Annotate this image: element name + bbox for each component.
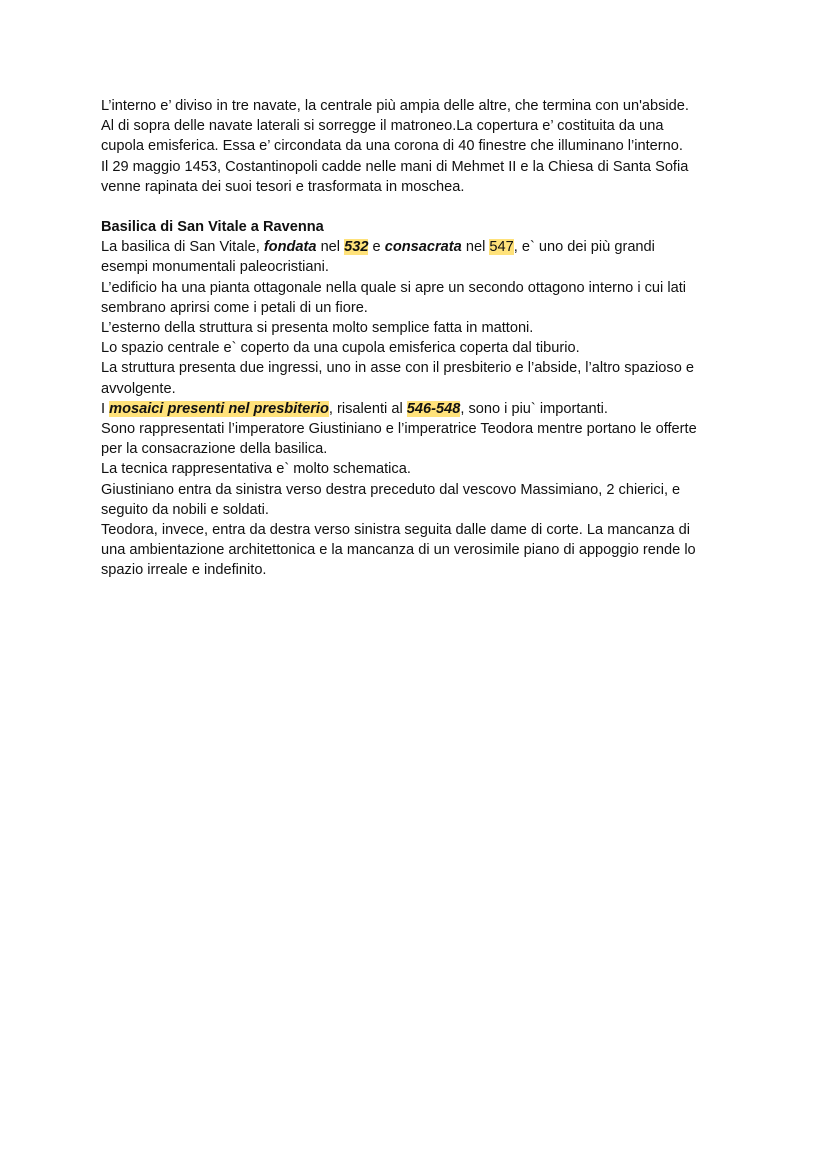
theodora-line: una ambientazione architettonica e la mancanza di un verosimile piano di appoggio rende lo bbox=[101, 542, 696, 559]
entrances-line: avvolgente. bbox=[101, 380, 176, 397]
san-vitale-section bbox=[101, 217, 741, 581]
founding-line-cont: esempi monumentali paleocristiani. bbox=[101, 259, 329, 276]
intro-paragraph bbox=[101, 96, 741, 197]
exterior-line: L’esterno della struttura si presenta molto semplice fatta in mattoni. bbox=[101, 320, 534, 337]
justinian-line: Giustiniano entra da sinistra verso destra preceduto dal vescovo Massimiano, 2 chierici, e bbox=[101, 481, 681, 498]
highlight-year-consecrated: 547 bbox=[489, 239, 514, 256]
offerings-line: Sono rappresentati l’imperatore Giustiniano e l’imperatrice Teodora mentre portano le offerte bbox=[101, 421, 697, 438]
dome-line: Lo spazio centrale e` coperto da una cupola emisferica coperta dal tiburio. bbox=[101, 340, 580, 357]
paragraph-gap bbox=[101, 197, 741, 217]
highlight-mosaic-dates: 546-548 bbox=[406, 400, 461, 417]
intro-line: L’interno e’ diviso in tre navate, la centrale più ampia delle altre, che termina con un'abside. bbox=[101, 98, 689, 114]
highlight-mosaics: mosaici presenti nel presbiterio bbox=[109, 400, 329, 417]
theodora-line: Teodora, invece, entra da destra verso sinistra seguita dalle dame di corte. La mancanza di bbox=[101, 522, 690, 539]
intro-line: Il 29 maggio 1453, Costantinopoli cadde nelle mani di Mehmet II e la Chiesa di Santa Sofia bbox=[101, 158, 689, 175]
intro-line: venne rapinata dei suoi tesori e trasformata in moschea. bbox=[101, 178, 465, 195]
entrances-line: La struttura presenta due ingressi, uno in asse con il presbiterio e l’abside, l’altro spazioso e bbox=[101, 360, 694, 377]
intro-line: cupola emisferica. Essa e’ circondata da una corona di 40 finestre che illuminano l’interno. bbox=[101, 138, 683, 155]
justinian-line: seguito da nobili e soldati. bbox=[101, 501, 269, 518]
theodora-line: spazio irreale e indefinito. bbox=[101, 562, 267, 579]
section-heading: Basilica di San Vitale a Ravenna bbox=[101, 219, 324, 236]
mosaics-line: I mosaici presenti nel presbiterio, risalenti al 546-548, sono i piu` importanti. bbox=[101, 400, 608, 417]
plan-line: sembrano aprirsi come i petali di un fiore. bbox=[101, 299, 368, 316]
offerings-line: per la consacrazione della basilica. bbox=[101, 441, 328, 458]
founding-line: La basilica di San Vitale, fondata nel 532 e consacrata nel 547, e` uno dei più grandi bbox=[101, 239, 655, 256]
technique-line: La tecnica rappresentativa e` molto schematica. bbox=[101, 461, 411, 478]
highlight-year-founded: 532 bbox=[344, 239, 369, 256]
intro-line: Al di sopra delle navate laterali si sorregge il matroneo.La copertura e’ costituita da una bbox=[101, 118, 664, 135]
plan-line: L’edificio ha una pianta ottagonale nella quale si apre un secondo ottagono interno i cui lati bbox=[101, 279, 686, 296]
document-page bbox=[101, 96, 741, 581]
